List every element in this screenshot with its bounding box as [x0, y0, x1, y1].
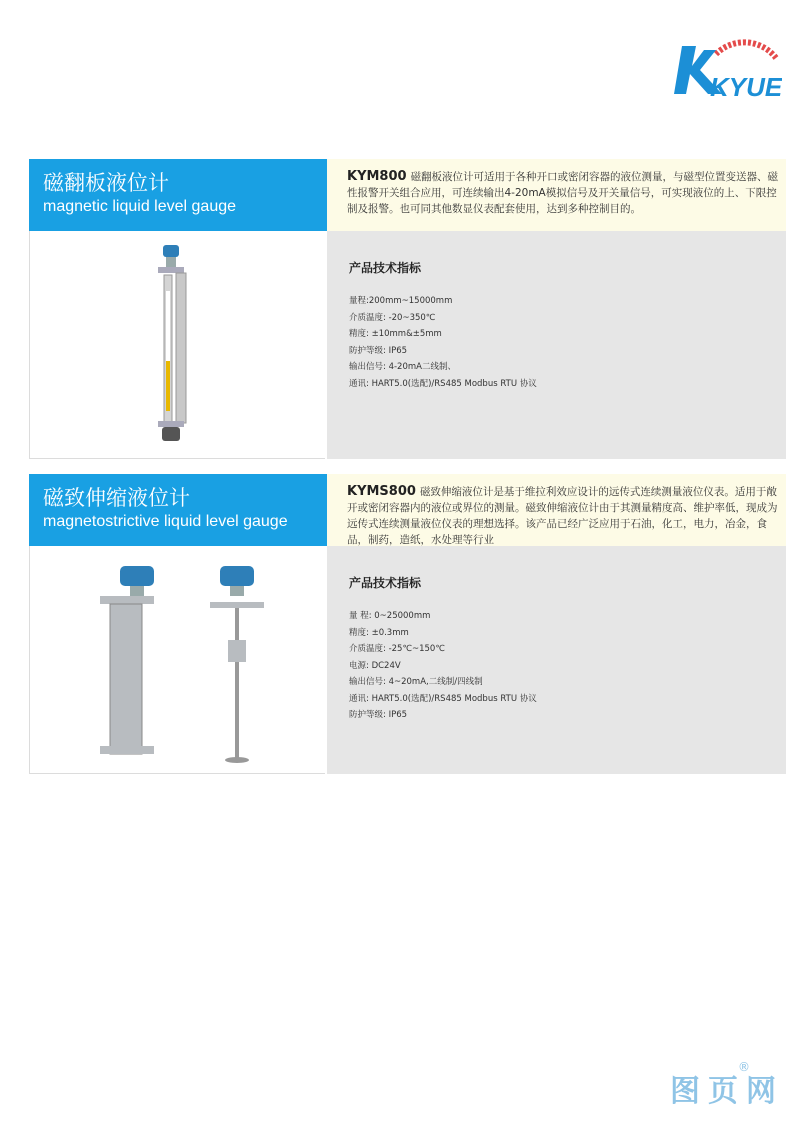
spec-item: 输出信号: 4~20mA,二线制/四线制	[349, 677, 483, 687]
spec-item: 精度: ±10mm&±5mm	[349, 329, 442, 339]
watermark: 图页网	[670, 1074, 784, 1109]
spec-list	[349, 608, 537, 724]
spec-item: 精度: ±0.3mm	[349, 627, 409, 638]
spec-item: 电源: DC24V	[349, 660, 401, 671]
spec-item: 通讯: HART5.0(选配)/RS485 Modbus RTU 协议	[349, 693, 537, 704]
product-title-en: magnetic liquid level gauge	[43, 198, 237, 215]
spec-panel	[327, 546, 786, 774]
spec-item: 通讯: HART5.0(选配)/RS485 Modbus RTU 协议	[349, 378, 537, 389]
product-photo	[29, 231, 325, 459]
product-section-1	[29, 159, 786, 459]
product-header	[29, 159, 327, 231]
spec-item: 量程:200mm~15000mm	[349, 296, 453, 306]
product-title-en: magnetostrictive liquid level gauge	[43, 513, 288, 530]
magnetostrictive-gauge-image	[30, 546, 326, 774]
spec-item: 防护等级: IP65	[349, 345, 408, 356]
magnetic-gauge-image	[30, 231, 326, 459]
spec-item: 量 程: 0~25000mm	[349, 611, 431, 621]
product-description	[327, 159, 786, 231]
spec-item: 介质温度: -25℃~150℃	[349, 644, 445, 654]
spec-item: 介质温度: -20~350℃	[349, 312, 436, 323]
product-model: KYMS800	[347, 484, 416, 499]
registered-mark: ®	[738, 1060, 750, 1074]
spec-title: 产品技术指标	[349, 261, 422, 275]
product-title-zh: 磁致伸缩液位计	[43, 486, 190, 510]
product-header	[29, 474, 327, 546]
product-section-2	[29, 474, 786, 774]
kyue-logo	[664, 36, 782, 106]
spec-item: 防护等级: IP65	[349, 710, 408, 720]
product-title-zh: 磁翻板液位计	[43, 171, 169, 195]
product-photo	[29, 546, 325, 774]
spec-list	[349, 293, 537, 392]
spec-title: 产品技术指标	[349, 576, 422, 590]
spec-item: 输出信号: 4-20mA二线制、	[349, 362, 456, 372]
logo-text: KYUE	[710, 72, 782, 102]
spec-panel	[327, 231, 786, 459]
product-description	[327, 474, 786, 546]
description-text: 磁致伸缩液位计是基于维拉利效应设计的远传式连续测量液位仪表。适用于敞开或密闭容器内的液位或界位的测量。磁致伸缩液位计由于其测量精度高、维护率低，现成为远传式连续测量液位仪表的理想选择。该产品已经广泛应用于石油，化工，电力，冶金，食品，制药，造纸，水处理等行业	[347, 486, 778, 546]
description-text: 磁翻板液位计可适用于各种开口或密闭容器的液位测量，与磁型位置变送器、磁性报警开关组合应用，可连续输出4-20mA模拟信号及开关量信号，可实现液位的上、下限控制及报警。也可同其他数显仪表配套使用，达到多种控制目的。	[347, 171, 779, 215]
product-model: KYM800	[347, 169, 407, 184]
